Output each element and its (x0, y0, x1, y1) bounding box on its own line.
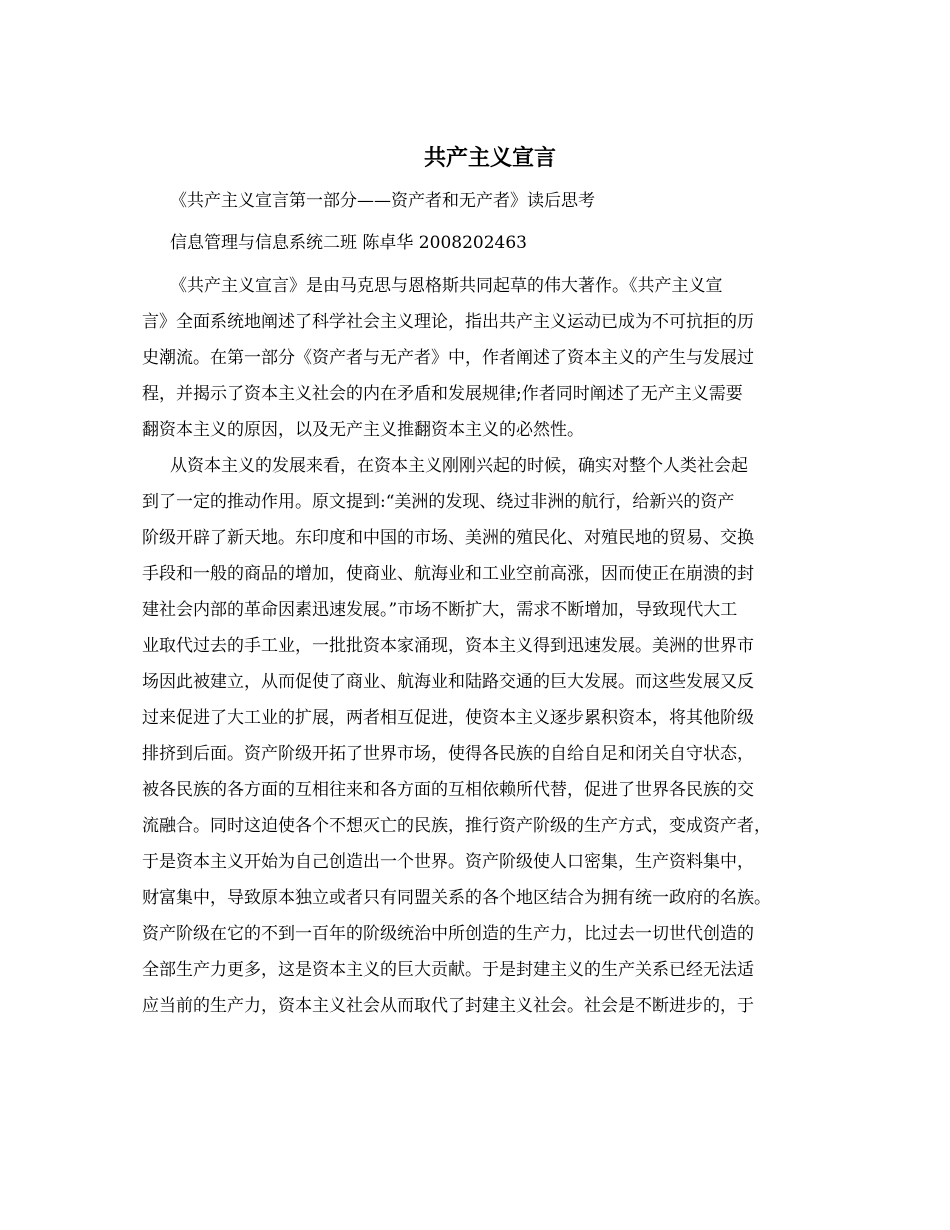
text-line: 言》全面系统地阐述了科学社会主义理论，指出共产主义运动已成为不可抗拒的历 (142, 312, 754, 332)
text-line: 翻资本主义的原因，以及无产主义推翻资本主义的必然性。 (142, 420, 584, 440)
text-line: 到了一定的推动作用。原文提到:“美洲的发现、绕过非洲的航行，给新兴的资产 (142, 492, 735, 512)
text-line: 业取代过去的手工业，一批批资本家涌现，资本主义得到迅速发展。美洲的世界市 (142, 636, 754, 656)
text-line: 过来促进了大工业的扩展，两者相互促进，使资本主义逐步累积资本，将其他阶级 (142, 708, 754, 728)
text-line: 财富集中，导致原本独立或者只有同盟关系的各个地区结合为拥有统一政府的名族。 (142, 888, 771, 908)
text-line: 被各民族的各方面的互相往来和各方面的互相依赖所代替，促进了世界各民族的交 (142, 780, 754, 800)
text-line: 从资本主义的发展来看，在资本主义刚刚兴起的时候，确实对整个人类社会起 (170, 456, 748, 476)
document-subtitle: 《共产主义宣言第一部分——资产者和无产者》读后思考 (170, 191, 595, 211)
body-text (142, 268, 818, 1024)
text-line: 资产阶级在它的不到一百年的阶级统治中所创造的生产力，比过去一切世代创造的 (142, 924, 754, 944)
text-line: 于是资本主义开始为自己创造出一个世界。资产阶级使人口密集，生产资料集中， (142, 852, 754, 872)
text-line: 建社会内部的革命因素迅速发展。”市场不断扩大，需求不断增加，导致现代大工 (142, 600, 738, 620)
author-line: 信息管理与信息系统二班 陈卓华 2008202463 (170, 233, 527, 253)
text-line: 流融合。同时这迫使各个不想灭亡的民族，推行资产阶级的生产方式，变成资产者， (142, 816, 771, 836)
text-line: 程，并揭示了资本主义社会的内在矛盾和发展规律;作者同时阐述了无产主义需要 (142, 384, 743, 404)
paragraph-development (142, 448, 818, 1024)
text-line: 应当前的生产力，资本主义社会从而取代了封建主义社会。社会是不断进步的，于 (142, 996, 754, 1016)
text-line: 《共产主义宣言》是由马克思与恩格斯共同起草的伟大著作。《共产主义宣 (170, 276, 723, 296)
text-line: 史潮流。在第一部分《资产者与无产者》中，作者阐述了资本主义的产生与发展过 (142, 348, 754, 368)
text-line: 场因此被建立，从而促使了商业、航海业和陆路交通的巨大发展。而这些发展又反 (142, 672, 754, 692)
text-line: 手段和一般的商品的增加，使商业、航海业和工业空前高涨，因而使正在崩溃的封 (142, 564, 754, 584)
paragraph-intro (142, 268, 818, 448)
document-title: 共产主义宣言 (423, 145, 556, 171)
text-line: 全部生产力更多，这是资本主义的巨大贡献。于是封建主义的生产关系已经无法适 (142, 960, 754, 980)
text-line: 阶级开辟了新天地。东印度和中国的市场、美洲的殖民化、对殖民地的贸易、交换 (142, 528, 754, 548)
text-line: 排挤到后面。资产阶级开拓了世界市场，使得各民族的自给自足和闭关自守状态， (142, 744, 754, 764)
